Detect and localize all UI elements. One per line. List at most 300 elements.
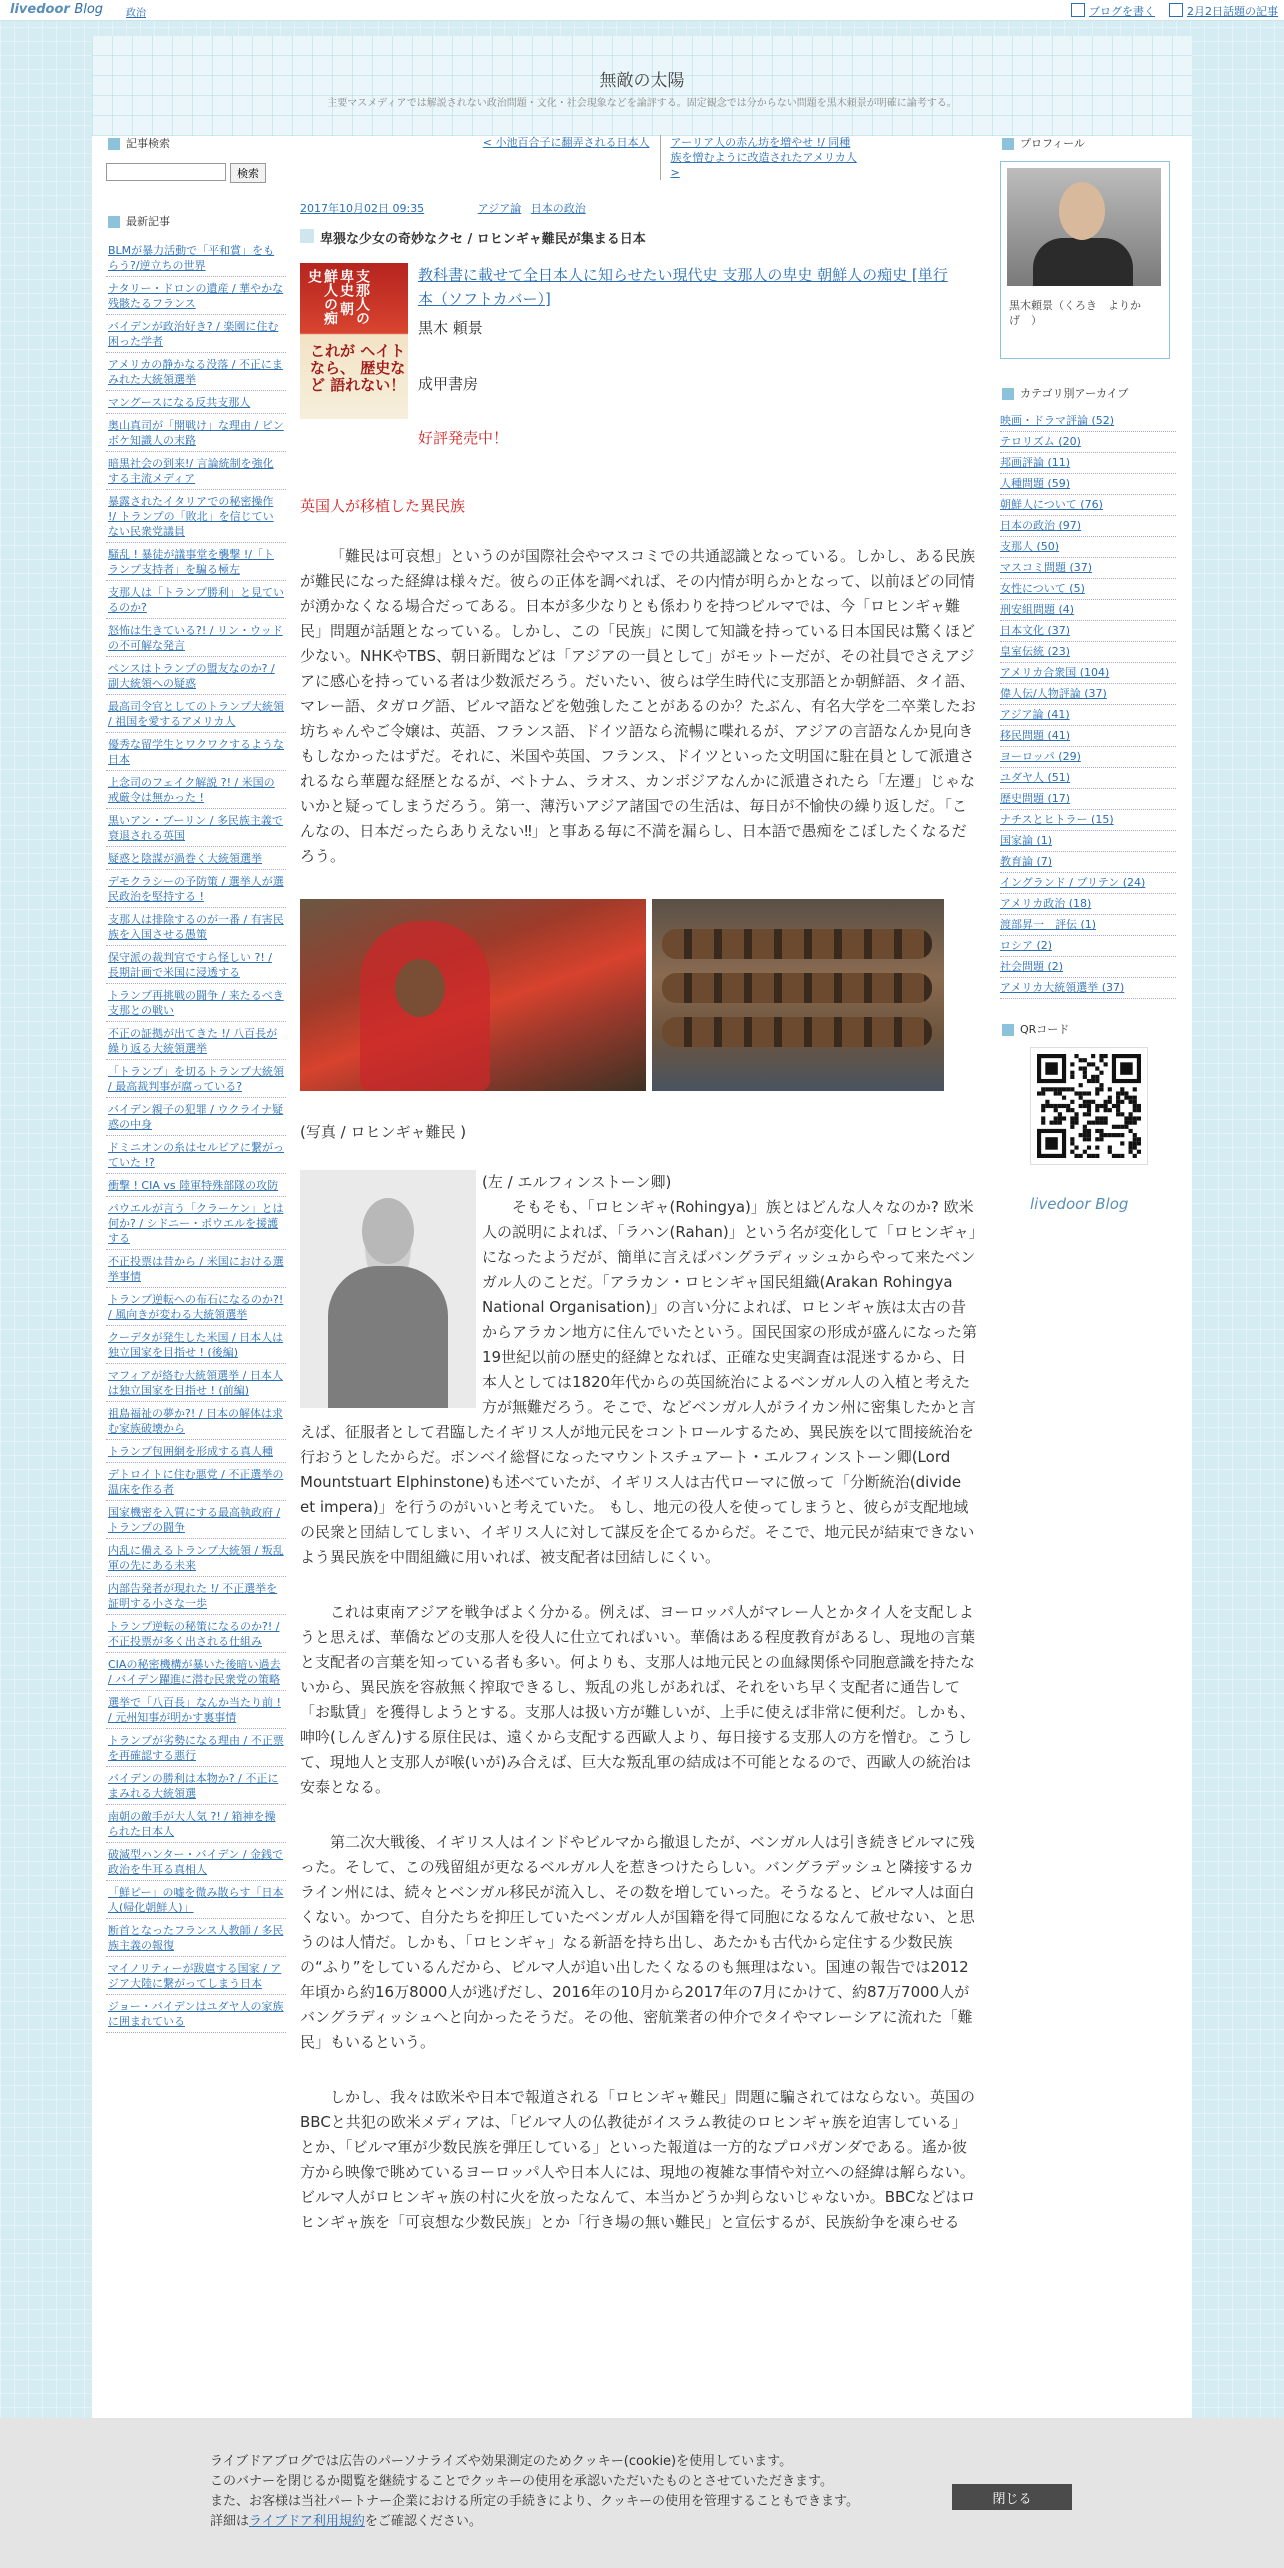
profile-box xyxy=(1000,161,1170,359)
list-item xyxy=(106,847,286,870)
qr-module xyxy=(1083,1058,1087,1062)
recent-post-link[interactable]: 疑惑と陰謀が渦巻く大統領選挙 xyxy=(108,852,262,865)
category-link[interactable]: イングランド / ブリテン (24) xyxy=(1000,876,1146,889)
qr-module xyxy=(1091,1100,1095,1104)
list-item xyxy=(1000,726,1176,747)
list-item xyxy=(106,490,286,543)
category-link[interactable]: ユダヤ人 (51) xyxy=(1000,771,1071,784)
recent-post-link[interactable]: デモクラシーの予防策 / 選挙人が選民政治を堅持する ! xyxy=(108,875,284,903)
list-item xyxy=(1000,831,1176,852)
recent-post-link[interactable]: 国家機密を入質にする最高執政府 / トランプの闘争 xyxy=(108,1506,281,1534)
qr-module xyxy=(1129,1112,1133,1116)
qr-module xyxy=(1041,1121,1045,1125)
qr-module xyxy=(1133,1087,1137,1091)
qr-module xyxy=(1108,1150,1112,1154)
cookie-line-1: ライブドアブログでは広告のパーソナライズや効果測定のためクッキー(cookie)を使用しています。 xyxy=(210,2454,793,2469)
qr-module xyxy=(1091,1079,1095,1083)
qr-module xyxy=(1095,1108,1099,1112)
qr-module xyxy=(1083,1150,1087,1154)
list-item xyxy=(1000,810,1176,831)
list-item xyxy=(106,1501,286,1539)
list-item xyxy=(106,1022,286,1060)
qr-module xyxy=(1099,1071,1103,1075)
post-category-1[interactable]: アジア論 xyxy=(477,202,522,215)
list-item xyxy=(1000,621,1176,642)
recent-post-link[interactable]: BLMが暴力活動で「平和賞」をもらう?/逆立ちの世界 xyxy=(108,244,275,272)
topbar-actions xyxy=(1071,3,1278,19)
category-link[interactable]: 女性について (5) xyxy=(1000,582,1085,595)
book-author: 黒木 頼景 xyxy=(418,319,483,337)
qr-module xyxy=(1095,1121,1099,1125)
recent-post-link[interactable]: 保守派の裁判官ですら怪しい ?! / 長期計画で米国に浸透する xyxy=(108,951,272,979)
calendar-icon xyxy=(1169,3,1183,17)
blog-title[interactable]: 無敵の太陽 xyxy=(599,71,685,91)
qr-module xyxy=(1074,1154,1078,1158)
portrait-head-shape xyxy=(362,1198,414,1264)
list-item xyxy=(1000,936,1176,957)
qr-module xyxy=(1099,1087,1103,1091)
qr-module xyxy=(1058,1112,1062,1116)
qr-module xyxy=(1137,1137,1141,1141)
list-item xyxy=(1000,705,1176,726)
recent-post-link[interactable]: 内乱に備えるトランプ大統領 / 叛乱軍の先にある未来 xyxy=(108,1544,284,1572)
profile-photo-suit xyxy=(1033,238,1133,286)
qr-module xyxy=(1116,1100,1120,1104)
qr-module xyxy=(1066,1108,1070,1112)
qr-module xyxy=(1108,1096,1112,1100)
cookie-banner xyxy=(0,2418,1284,2568)
list-item xyxy=(106,809,286,847)
qr-module xyxy=(1116,1112,1120,1116)
recent-post-link[interactable]: 暗黒社会の到来!/ 言論統制を強化する主流メディア xyxy=(108,457,274,485)
recent-post-link[interactable]: 破滅型ハンター・バイデン / 金銭で政治を牛耳る真相人 xyxy=(108,1848,284,1876)
recent-post-link[interactable]: 「トランプ」を切るトランプ大統領 / 最高裁判事が腐っている? xyxy=(108,1065,284,1093)
qr-module xyxy=(1070,1100,1074,1104)
qr-module xyxy=(1112,1125,1116,1129)
photo-caption: (写真 / ロヒンギャ難民 ) xyxy=(300,1123,467,1141)
category-link[interactable]: 邦画評論 (11) xyxy=(1000,456,1071,469)
list-item xyxy=(106,695,286,733)
recent-post-link[interactable]: トランプ再挑戦の闘争 / 来たるべき支那との戦い xyxy=(108,989,284,1017)
recent-post-link[interactable]: 祖島福祉の夢か?! / 日本の解体は求む家族破壊から xyxy=(108,1407,283,1435)
recent-post-link[interactable]: 不正の証拠が出てきた !/ 八百長が繰り返る大統領選挙 xyxy=(108,1027,278,1055)
category-link[interactable]: 支那人 (50) xyxy=(1000,540,1060,553)
list-item xyxy=(106,543,286,581)
recent-post-link[interactable]: トランプ逆転への布石になるのか?! / 風向きが変わる大統領選挙 xyxy=(108,1293,284,1321)
recent-post-link[interactable]: バイデンが政治好き? / 楽園に住む困った学者 xyxy=(108,320,279,348)
qr-module xyxy=(1045,1062,1057,1074)
qr-module xyxy=(1054,1116,1058,1120)
list-item xyxy=(1000,852,1176,873)
qr-module xyxy=(1087,1154,1091,1158)
recent-post-link[interactable]: 内部告発者が現れた !/ 不正選挙を証明する小さな一歩 xyxy=(108,1582,278,1610)
qr-module xyxy=(1133,1141,1137,1145)
qr-widget xyxy=(1000,1021,1176,1165)
cookie-close-button[interactable]: 閉じる xyxy=(952,2484,1072,2510)
category-link[interactable]: 歴史問題 (17) xyxy=(1000,792,1071,805)
crowd-row xyxy=(662,1017,932,1047)
category-link[interactable]: 社会問題 (2) xyxy=(1000,960,1064,973)
recent-post-link[interactable]: 怒怖は生きている?! / リン・ウッドの不可解な発言 xyxy=(108,624,283,652)
list-item xyxy=(1000,495,1176,516)
qr-module xyxy=(1087,1121,1091,1125)
qr-module xyxy=(1120,1091,1124,1095)
qr-module xyxy=(1045,1100,1049,1104)
list-item xyxy=(106,870,286,908)
qr-module xyxy=(1120,1133,1124,1137)
refugee-photo-crowd xyxy=(652,899,944,1091)
qr-module xyxy=(1062,1116,1066,1120)
recent-post-link[interactable]: パウエルが言う「クラーケン」とは何か? / シドニー・ポウエルを援護する xyxy=(108,1202,284,1245)
qr-module xyxy=(1095,1091,1099,1095)
qr-module xyxy=(1041,1116,1045,1120)
list-item xyxy=(106,1691,286,1729)
blog-description: 主要マスメディアでは解説されない政治問題・文化・社会現象などを論評する。固定観念では分からない問題を黒木頼景が明確に論考する。 xyxy=(327,98,957,109)
category-list xyxy=(1000,411,1176,999)
recent-post-link[interactable]: 最高司令官としてのトランプ大統領 / 祖国を愛するアメリカ人 xyxy=(108,700,284,728)
category-link[interactable]: アメリカ大統領選挙 (37) xyxy=(1000,981,1125,994)
top-bar xyxy=(0,0,1284,21)
list-item xyxy=(106,1288,286,1326)
category-link[interactable]: アジア論 (41) xyxy=(1000,708,1070,721)
qr-module xyxy=(1116,1104,1120,1108)
qr-module xyxy=(1083,1112,1087,1116)
list-item xyxy=(106,1440,286,1463)
recent-post-link[interactable]: 選挙で「八百長」なんか当たり前 ! / 元州知事が明かす裏事情 xyxy=(108,1696,281,1724)
category-link[interactable]: ロシア (2) xyxy=(1000,939,1053,952)
list-item xyxy=(1000,537,1176,558)
post-navigation xyxy=(340,135,980,180)
qr-module xyxy=(1054,1091,1058,1095)
qr-module xyxy=(1058,1121,1062,1125)
write-blog-label: ブログを書く xyxy=(1089,5,1155,18)
list-item xyxy=(106,1615,286,1653)
prev-post-link[interactable]: < 小池百合子に翻弄される日本人 xyxy=(482,136,650,149)
recent-post-link[interactable]: 黒いアン・ブーリン / 多民族主義で衰退される英国 xyxy=(108,814,283,842)
list-item xyxy=(106,353,286,391)
qr-module xyxy=(1070,1137,1074,1141)
write-blog-link[interactable] xyxy=(1071,3,1155,19)
recent-post-link[interactable]: CIAの秘密機構が暴いた後暗い過去 / バイデン躍進に潜む民衆党の策略 xyxy=(108,1658,281,1686)
qr-module xyxy=(1074,1146,1078,1150)
recent-post-link[interactable]: 南朝の敵手が大人気 ?! / 箱神を操られた日本人 xyxy=(108,1810,276,1838)
list-item xyxy=(1000,453,1176,474)
category-link[interactable]: 教育論 (7) xyxy=(1000,855,1053,868)
recent-post-link[interactable]: トランプ包囲網を形成する真人種 xyxy=(108,1445,273,1458)
recent-post-link[interactable]: ジョー・バイデンはユダヤ人の家族に囲まれている xyxy=(108,2000,284,2028)
qr-module xyxy=(1079,1091,1083,1095)
recent-post-link[interactable]: 衝撃 ! CIA vs 陸軍特殊部隊の攻防 xyxy=(108,1179,279,1192)
recent-post-link[interactable]: バイデン親子の犯罪 / ウクライナ疑惑の中身 xyxy=(108,1103,284,1131)
trending-link[interactable] xyxy=(1169,3,1278,19)
qr-module xyxy=(1074,1054,1078,1058)
qr-module xyxy=(1104,1100,1108,1104)
qr-module xyxy=(1104,1116,1108,1120)
elphinstone-caption: (左 / エルフィンストーン卿) xyxy=(482,1173,672,1191)
qr-module xyxy=(1079,1066,1083,1070)
category-link[interactable]: マスコミ問題 (37) xyxy=(1000,561,1093,574)
list-item xyxy=(106,1919,286,1957)
search-input[interactable] xyxy=(106,163,226,181)
category-link[interactable]: 国家論 (1) xyxy=(1000,834,1053,847)
qr-module xyxy=(1041,1087,1045,1091)
qr-module xyxy=(1104,1108,1108,1112)
qr-module xyxy=(1129,1121,1133,1125)
portrait-coat-shape xyxy=(328,1266,448,1408)
qr-module xyxy=(1058,1104,1062,1108)
qr-module xyxy=(1045,1137,1057,1149)
qr-module xyxy=(1087,1091,1091,1095)
recent-post-link[interactable]: 騒乱 ! 暴徒が議事堂を襲撃 !/「トランプ支持者」を騙る極左 xyxy=(108,548,275,576)
list-item xyxy=(1000,432,1176,453)
livedoor-logo[interactable] xyxy=(10,2,103,17)
next-post-link[interactable]: アーリア人の赤ん坊を増やせ !/ 同種族を憎むように改造されたアメリカ人 > xyxy=(670,136,857,179)
recent-post-link[interactable]: アメリカの静かなる没落 / 不正にまみれた大統領選挙 xyxy=(108,358,283,386)
recent-post-link[interactable]: バイデンの勝利は本物か? / 不正にまみれる大統領選 xyxy=(108,1772,279,1800)
trending-label: 2月2日話題の記事 xyxy=(1187,5,1278,18)
qr-module xyxy=(1116,1154,1120,1158)
qr-module xyxy=(1091,1154,1095,1158)
list-item xyxy=(1000,768,1176,789)
list-item xyxy=(106,1577,286,1615)
profile-photo-face xyxy=(1059,182,1105,240)
recent-post-link[interactable]: トランプが劣勢になる理由 / 不正票を再確認する悪行 xyxy=(108,1734,284,1762)
profile-photo[interactable] xyxy=(1007,168,1161,286)
qr-module xyxy=(1116,1125,1120,1129)
qr-module xyxy=(1091,1075,1095,1079)
list-item xyxy=(106,452,286,490)
recent-post-link[interactable]: トランプ逆転の秘策になるのか?! / 不正投票が多く出される仕組み xyxy=(108,1620,280,1648)
profile-name: 黒木頼景（くろき よりかげ ） xyxy=(1009,299,1141,327)
qr-heading: QRコード xyxy=(1000,1021,1176,1039)
list-item xyxy=(106,1136,286,1174)
recent-post-link[interactable]: 上念司のフェイク解説 ?! / 米国の戒厳令は無かった ! xyxy=(108,776,275,804)
qr-module xyxy=(1049,1087,1053,1091)
qr-module xyxy=(1108,1133,1112,1137)
qr-module xyxy=(1045,1087,1049,1091)
qr-module xyxy=(1120,1100,1124,1104)
category-link[interactable]: ヨーロッパ (29) xyxy=(1000,750,1081,763)
qr-module xyxy=(1083,1091,1087,1095)
book-cover-title: 支那人の卑史 朝鮮人の痴史 xyxy=(306,269,370,325)
recent-post-link[interactable]: ナタリー・ドロンの遺産 / 華やかな残骸たるフランス xyxy=(108,282,284,310)
category-link[interactable]: 朝鮮人について (76) xyxy=(1000,498,1103,511)
qr-module xyxy=(1049,1121,1053,1125)
qr-module xyxy=(1087,1112,1091,1116)
qr-module xyxy=(1079,1133,1083,1137)
list-item xyxy=(1000,558,1176,579)
category-heading: カテゴリ別アーカイブ xyxy=(1000,385,1176,403)
logo-suffix: Blog xyxy=(74,2,104,17)
list-item xyxy=(106,239,286,277)
qr-module xyxy=(1099,1116,1103,1120)
search-button[interactable]: 検索 xyxy=(230,163,266,183)
qr-module xyxy=(1087,1079,1091,1083)
recent-post-link[interactable]: マフィアが絡む大統領選挙 / 日本人は独立国家を目指せ ! (前編) xyxy=(108,1369,283,1397)
category-link[interactable]: 日本の政治 (97) xyxy=(1000,519,1082,532)
qr-module xyxy=(1070,1150,1074,1154)
category-link[interactable]: 刑安組問題 (4) xyxy=(1000,603,1075,616)
qr-module xyxy=(1133,1133,1137,1137)
qr-module xyxy=(1133,1104,1137,1108)
qr-module xyxy=(1124,1121,1128,1125)
paragraph-3: これは東南アジアを戦争ばよく分かる。例えば、ヨーロッパ人がマレー人とかタイ人を支配しようと思えば、華僑などの支那人を役人に仕立てればいい。華僑はある程度教育があるし、現地の言葉と支配者の言葉を知っている者も多い。何よりも、支那人は地元民との血縁関係や同胞意識を持たないから、異民族を容赦無く搾取できるし、叛乱の兆しがあれば、それをいち早く支配者に通告して「お駄賃」を獲得しようとする。支那人は扱い方が難しいが、上手に使えば非常に便利だ。しかも、呻吟(しんぎん)する原住民は、遠くから支配する西歐人より、毎日接する支那人の方を憎む。こうして、現地人と支那人が喉(いが)み合えば、巨大な叛乱軍の結成は不可能となるので、西歐人の統治は安泰となる。 xyxy=(300,1603,976,1796)
recent-post-link[interactable]: 奥山真司が「開戦け」な理由 / ピンボケ知識人の末路 xyxy=(108,419,284,447)
qr-module xyxy=(1129,1096,1133,1100)
qr-module xyxy=(1108,1108,1112,1112)
qr-module xyxy=(1108,1087,1112,1091)
recent-post-link[interactable]: マングースになる反共支那人 xyxy=(108,396,251,409)
qr-module xyxy=(1083,1104,1087,1108)
category-link[interactable]: アメリカ政治 (18) xyxy=(1000,897,1092,910)
category-link[interactable]: 渡部昇一 評伝 (1) xyxy=(1000,918,1097,931)
qr-module xyxy=(1116,1096,1120,1100)
terms-link[interactable]: ライブドア利用規約 xyxy=(249,2514,365,2529)
post-title: 卑猥な少女の奇妙なクセ / ロヒンギャ難民が集まる日本 xyxy=(300,228,980,247)
qr-module xyxy=(1070,1062,1074,1066)
recent-post-link[interactable]: 断首となったフランス人教師 / 多民族主義の報復 xyxy=(108,1924,284,1952)
book-cover[interactable] xyxy=(300,263,408,419)
list-item xyxy=(106,1843,286,1881)
qr-module xyxy=(1104,1062,1108,1066)
qr-module xyxy=(1124,1125,1128,1129)
recent-post-link[interactable]: マイノリティーが跋扈する国家 / アジア大陸に繋がってしまう日本 xyxy=(108,1962,282,1990)
qr-module xyxy=(1070,1108,1074,1112)
post-date[interactable]: 2017年10月02日 09:35 xyxy=(300,202,425,215)
qr-module xyxy=(1095,1087,1099,1091)
qr-module xyxy=(1041,1091,1045,1095)
post-category-2[interactable]: 日本の政治 xyxy=(530,202,586,215)
category-link[interactable]: 皇室伝統 (23) xyxy=(1000,645,1071,658)
qr-module xyxy=(1070,1075,1074,1079)
qr-module xyxy=(1137,1150,1141,1154)
qr-module xyxy=(1095,1154,1099,1158)
qr-module xyxy=(1099,1137,1103,1141)
list-item xyxy=(1000,579,1176,600)
list-item xyxy=(106,733,286,771)
qr-module xyxy=(1095,1079,1099,1083)
qr-module xyxy=(1133,1100,1137,1104)
qr-module xyxy=(1074,1112,1078,1116)
list-item xyxy=(106,1197,286,1250)
blog-header xyxy=(92,36,1192,136)
qr-module xyxy=(1112,1104,1116,1108)
list-item xyxy=(106,657,286,695)
qr-module xyxy=(1095,1129,1099,1133)
recent-post-link[interactable]: クーデタが発生した米国 / 日本人は独立国家を目指せ ! (後編) xyxy=(108,1331,284,1359)
qr-module xyxy=(1087,1129,1091,1133)
qr-module xyxy=(1045,1104,1049,1108)
list-item xyxy=(106,315,286,353)
refugee-photo-mother xyxy=(300,899,646,1091)
list-item xyxy=(1000,873,1176,894)
book-link[interactable]: 教科書に載せて全日本人に知らせたい現代史 支那人の卑史 朝鮮人の痴史 [単行本（ソフトカバー）] xyxy=(418,266,948,308)
recent-post-link[interactable]: 暴露されたイタリアでの秘密操作 !/ トランプの「敗北」を信じていない民衆党議員 xyxy=(108,495,274,538)
qr-module xyxy=(1133,1146,1137,1150)
category-link[interactable]: 政治 xyxy=(126,8,146,19)
logo-text: livedoor xyxy=(10,2,70,17)
qr-module xyxy=(1083,1100,1087,1104)
qr-module xyxy=(1066,1104,1070,1108)
list-item xyxy=(1000,894,1176,915)
recent-post-link[interactable]: 支那人は排除するのが一番 / 有害民族を入国させる愚策 xyxy=(108,913,284,941)
qr-module xyxy=(1095,1116,1099,1120)
qr-module xyxy=(1083,1129,1087,1133)
qr-module xyxy=(1108,1146,1112,1150)
qr-module xyxy=(1120,1112,1124,1116)
list-item xyxy=(106,619,286,657)
qr-module xyxy=(1095,1146,1099,1150)
category-link[interactable]: 移民問題 (41) xyxy=(1000,729,1071,742)
category-link[interactable]: ナチスとヒトラー (15) xyxy=(1000,813,1114,826)
list-item xyxy=(106,908,286,946)
category-link[interactable]: アメリカ合衆国 (104) xyxy=(1000,666,1110,679)
qr-module xyxy=(1058,1116,1062,1120)
list-item xyxy=(1000,411,1176,432)
recent-post-link[interactable]: 不正投票は昔から / 米国における選挙事情 xyxy=(108,1255,284,1283)
qr-module xyxy=(1058,1087,1062,1091)
category-link[interactable]: 偉人伝/人物評論 (37) xyxy=(1000,687,1107,700)
qr-module xyxy=(1083,1137,1087,1141)
recent-posts xyxy=(106,213,286,2033)
category-link[interactable]: 人種問題 (59) xyxy=(1000,477,1071,490)
photo-face-shape xyxy=(395,959,445,1017)
qr-module xyxy=(1041,1108,1045,1112)
category-link[interactable]: 映画・ドラマ評論 (52) xyxy=(1000,414,1115,427)
list-item xyxy=(106,1402,286,1440)
qr-code-icon xyxy=(1037,1054,1141,1158)
list-item xyxy=(106,1098,286,1136)
qr-module xyxy=(1099,1121,1103,1125)
recent-heading: 最新記事 xyxy=(106,213,286,231)
qr-module xyxy=(1129,1141,1133,1145)
category-link[interactable]: 日本文化 (37) xyxy=(1000,624,1071,637)
list-item xyxy=(106,1326,286,1364)
list-item xyxy=(106,414,286,452)
recent-post-link[interactable]: 優秀な留学生とワクワクするような日本 xyxy=(108,738,284,766)
profile-heading: プロフィール xyxy=(1000,135,1176,153)
qr-module xyxy=(1133,1154,1137,1158)
qr-module xyxy=(1095,1066,1099,1070)
qr-module xyxy=(1066,1087,1070,1091)
category-link[interactable]: テロリズム (20) xyxy=(1000,435,1081,448)
recent-post-link[interactable]: ペンスはトランプの盟友なのか? / 副大統領への疑惑 xyxy=(108,662,275,690)
qr-module xyxy=(1070,1071,1074,1075)
recent-post-link[interactable]: ドミニオンの糸はセルビアに繋がっていた !? xyxy=(108,1141,284,1169)
paragraph-2: そもそも、「ロヒンギャ(Rohingya)」族とはどんな人々なのか? 欧米人の説明によれば、「ラハン(Rahan)」という名が変化して「ロヒンギャ」になったようだが、簡単に言えばバングラディッシュからやって来たベンガル人のことだ。「アラカン・ロヒンギャ国民組織(Arakan Rohingya National Organisation)」の言い分によれば、ロヒンギャ族は太古の昔からアラカン地方に住んでいたという。国民国家の形成が盛んになった第19世紀以前の歴史的経緯となれば、正確な史実調査は混迷するから、日本人としては1820年代からの英国統治によるベンガル人の入植と考えた方が無難だろう。そこで、などベンガル人がライカン州に密集したかと言えば、征服者として君臨したイギリス人が地元民をコントロールするため、異民族を以て間接統治を行おうとしたからだ。ボンベイ総督になったマウントスチュアート・エルフィンストーン卿(Lord Mountstuart Elphinstone)も述べていたが、イギリス人は古代ローマに倣って「分断統治(divide et impera)」を行うのがいいと考えていた。 もし、地元の役人を使ってしまうと、彼らが支配地域の民衆と団結してしまい、イギリス人に対して謀反を企てるからだ。そこで、地元民が結束できないよう異民族を中間組織に用いれば、被支配者は団結しにくい。 xyxy=(300,1198,978,1566)
qr-module xyxy=(1099,1083,1103,1087)
category-archive xyxy=(1000,385,1176,999)
list-item xyxy=(1000,957,1176,978)
list-item xyxy=(106,1881,286,1919)
paragraph-1: 「難民は可哀想」というのが国際社会やマスコミでの共通認識となっている。しかし、ある民族が難民になった経緯は様々だ。彼らの正体を調べれば、その内情が明らかとなって、以前ほどの同情が湧かなくなる場合だってある。日本が多少なりとも係わりを持つビルマでは、今「ロヒンギャ難民」問題が話題となっている。しかし、この「民族」に関して知識を持っている日本国民は驚くほど少ない。NHKやTBS、朝日新聞などは「アジアの一員として」がモットーだが、その社員でさえアジアに感心を持っている者は少数派だろう。だいたい、彼らは学生時代に支那語とか朝鮮語、タイ語、マレー語、タガログ語、ビルマ語などを勉強したことがあるのか？たぶん、有名大学を二卒業したお坊ちゃんやご令嬢は、英語、フランス語、ドイツ語なら流暢に喋れるが、アジアの言語なんか見向きもしなかったはずだ。それに、米国や英国、フランス、ドイツといった文明国に駐在員として派遣されるなら華麗な経歴となるが、ベトナム、ラオス、カンボジアなんかに派遣されたら「左遷」じゃないかと疑ってしまうだろう。第一、薄汚いアジア諸国での生活は、毎日が不愉快の繰り返しだ。「こんなの、日本だったらありえない‼」と事ある毎に不満を漏らし、日本語で愚痴をこぼしたくなるだろう。 xyxy=(300,547,976,865)
livedoor-blog-logo[interactable]: livedoor Blog xyxy=(1030,1195,1129,1213)
qr-module xyxy=(1062,1087,1066,1091)
qr-module xyxy=(1087,1108,1091,1112)
list-item xyxy=(106,1653,286,1691)
list-item xyxy=(1000,915,1176,936)
list-item xyxy=(1000,663,1176,684)
list-item xyxy=(1000,516,1176,537)
qr-module xyxy=(1124,1091,1128,1095)
qr-module xyxy=(1112,1133,1116,1137)
recent-post-link[interactable]: 支那人は「トランプ勝利」と見ているのか? xyxy=(108,586,284,614)
qr-module xyxy=(1079,1104,1083,1108)
qr-module xyxy=(1095,1075,1099,1079)
recent-post-link[interactable]: デトロイトに住む悪党 / 不正選挙の温床を作る者 xyxy=(108,1468,284,1496)
recent-post-link[interactable]: 「鮮ピー」の嘘を微み散らす「日本人(帰化朝鮮人)」 xyxy=(108,1886,284,1914)
list-item xyxy=(1000,642,1176,663)
